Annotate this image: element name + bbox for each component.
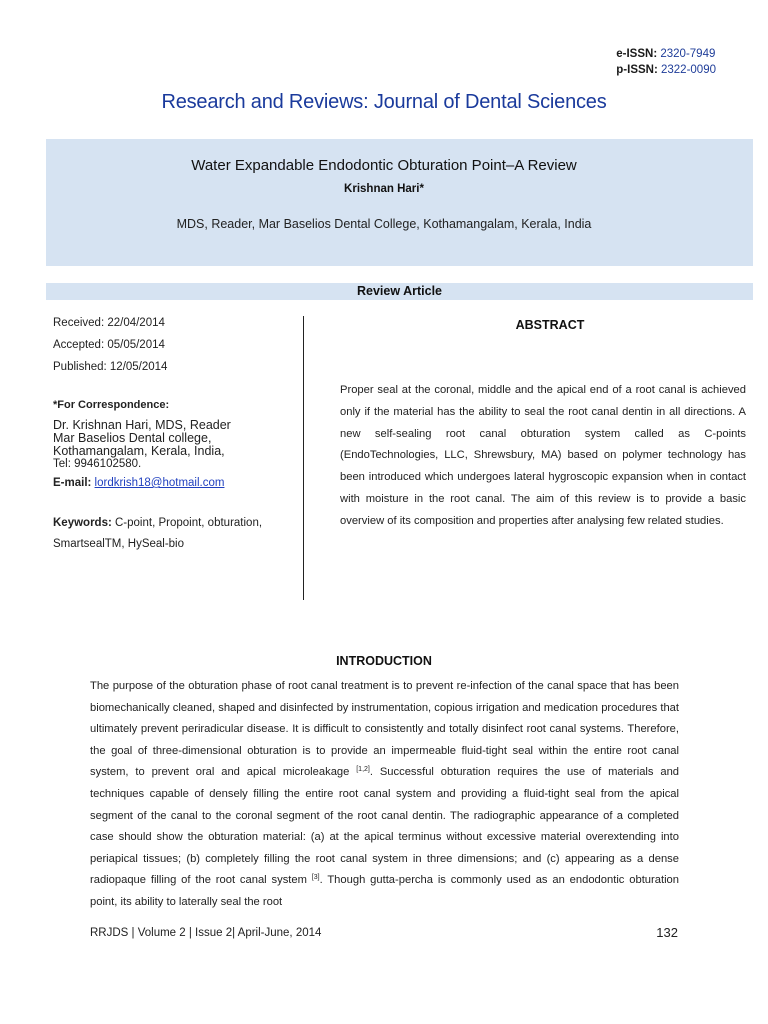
intro-text-part: . Though gutta-percha is commonly used as an endodontic obturation point, its ability to laterally seal the root — [90, 874, 680, 908]
citation-ref: [1,2] — [356, 766, 370, 774]
pissn-line — [616, 62, 716, 78]
pissn-value: 2322-0090 — [661, 64, 716, 76]
intro-text-part: . Successful obturation requires the use of materials and techniques capable of densely filling the entire root canal system and providing a fluid-tight seal from the apical segment of the canal to the coronal segment of the root canal dentin. The radiographic appearance of a completed case should show the obturation material: (a) at the apical terminus without excessive material overextending into periapical tissues; (b) completely filling the root canal system in three dimensions; and (c) appearing as a dense radiopaque filling of the root canal system — [90, 766, 680, 887]
correspondence-line: Mar Baselios Dental college, — [53, 431, 212, 445]
intro-text-part: The purpose of the obturation phase of root canal treatment is to prevent re-infection of the canal space that has been biomechanically cleaned, shaped and disinfected by instrumentation, copious irrigation and medication procedures that ultimately prevent periradicular disease. It is difficult to consistently and totally disinfect root canal systems. Therefore, the goal of three-dimensional obturation is to provide an impermeable fluid-tight seal within the entire root canal system, to prevent oral and apical microleakage — [90, 680, 679, 779]
correspondence-phone: Tel: 9946102580. — [53, 458, 142, 470]
abstract-heading: ABSTRACT — [515, 318, 585, 332]
journal-title: Research and Reviews: Journal of Dental Sciences — [161, 91, 607, 113]
author-affiliation: MDS, Reader, Mar Baselios Dental College, Kothamangalam, Kerala, India — [176, 217, 592, 231]
eissn-value: 2320-7949 — [660, 48, 716, 60]
eissn-label: e-ISSN: — [616, 48, 658, 60]
eissn-line — [616, 46, 716, 62]
correspondence-line: Dr. Krishnan Hari, MDS, Reader — [53, 418, 231, 432]
pissn-label: p-ISSN: — [616, 64, 658, 76]
keywords-label: Keywords: — [53, 517, 112, 529]
keywords-text: C-point, Propoint, obturation, SmartsealTM, HySeal-bio — [53, 517, 263, 550]
email-link[interactable]: lordkrish18@hotmail.com — [94, 477, 225, 489]
introduction-heading: INTRODUCTION — [336, 654, 432, 668]
author-name: Krishnan Hari* — [344, 183, 424, 195]
footer-citation: RRJDS | Volume 2 | Issue 2| April-June, 2014 — [90, 927, 322, 939]
page-number: 132 — [656, 925, 678, 940]
accepted-date: Accepted: 05/05/2014 — [53, 339, 165, 351]
citation-ref: [3] — [311, 874, 320, 882]
email-line — [53, 475, 298, 491]
correspondence-line: Kothamangalam, Kerala, India, — [53, 444, 225, 458]
article-type-bar: Review Article — [46, 283, 753, 300]
issn-block — [616, 46, 716, 78]
published-date: Published: 12/05/2014 — [53, 361, 168, 373]
correspondence-heading: *For Correspondence: — [53, 399, 170, 411]
abstract-text: Proper seal at the coronal, middle and the apical end of a root canal is achieved only if the material has the ability to seal the root canal dentin in all directions. A new self-sealing root canal obturation system called as C-points (EndoTechnologies, LLC, Shrewsbury, MA) based on polymer technology has been introduced which undergoes lateral hygroscopic expansion when in contact with moisture in the root canal. The aim of this review is to provide a basic overview of its composition and properties after analysing few related studies. — [340, 384, 746, 527]
introduction-text — [90, 676, 679, 914]
article-info-column — [53, 315, 298, 555]
email-label: E-mail: — [53, 477, 92, 489]
keywords — [53, 513, 298, 555]
column-divider — [303, 316, 304, 600]
article-title: Water Expandable Endodontic Obturation Point–A Review — [191, 157, 577, 174]
correspondence-address — [53, 419, 298, 471]
received-date: Received: 22/04/2014 — [53, 317, 165, 329]
